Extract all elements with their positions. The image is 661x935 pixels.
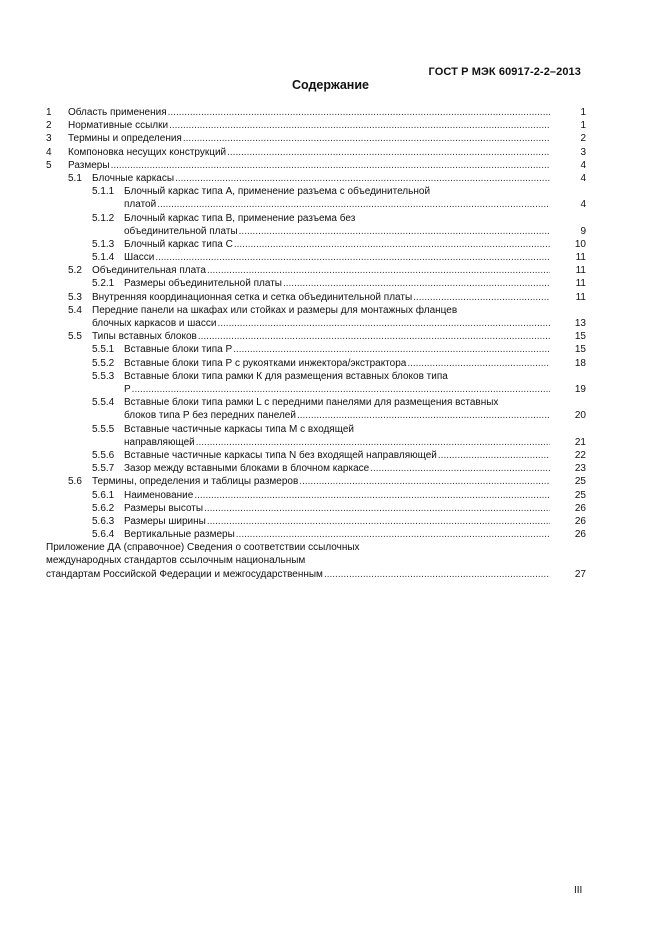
dot-leader (175, 172, 550, 185)
toc-entry-number: 5.6.4 (92, 529, 115, 541)
toc-entry[interactable] (46, 462, 586, 475)
toc-entry-number: 5.3 (68, 291, 82, 303)
toc-entry-title: объединительной платы (124, 225, 238, 237)
table-of-contents (46, 106, 586, 581)
toc-entry-number: 3 (46, 133, 52, 145)
dot-leader (234, 238, 550, 251)
dot-leader (233, 343, 550, 356)
toc-entry[interactable] (46, 119, 586, 132)
toc-entry-number: 5.1.2 (92, 212, 115, 224)
toc-entry[interactable] (46, 449, 586, 462)
toc-entry-number: 5.5.5 (92, 423, 115, 435)
toc-entry-title: Размеры ширины (124, 515, 206, 527)
toc-entry-page: 4 (580, 199, 586, 211)
toc-entry-page: 21 (574, 436, 586, 448)
toc-entry-title: Блочный каркас типа С (124, 238, 233, 250)
dot-leader (111, 159, 550, 172)
dot-leader (370, 462, 550, 475)
toc-entry-number: 5.5.2 (92, 357, 115, 369)
toc-entry[interactable] (46, 212, 586, 238)
toc-entry[interactable] (46, 264, 586, 277)
toc-entry-number: 5 (46, 159, 52, 171)
toc-entry-page: 10 (574, 238, 586, 250)
toc-entry-page: 15 (574, 331, 586, 343)
toc-entry-title: Шасси (124, 252, 155, 264)
toc-entry-number: 5.5.7 (92, 463, 115, 475)
toc-entry-title: Вставные частичные каркасы типа N без входящей направляющей (124, 449, 437, 461)
toc-entry-number: 5.5.3 (92, 370, 115, 382)
dot-leader (198, 330, 550, 343)
toc-entry-number: 5.6.2 (92, 502, 115, 514)
toc-entry-number: 5.6 (68, 476, 82, 488)
toc-entry-page: 11 (575, 252, 586, 264)
toc-entry-title: Вставные блоки типа Р с рукоятками инжектора/экстрактора (124, 357, 407, 369)
toc-entry-title: Размеры объединительной платы (124, 278, 282, 290)
toc-entry-number: 5.2 (68, 265, 82, 277)
dot-leader (183, 132, 550, 145)
toc-entry-number: 5.1 (68, 172, 82, 184)
toc-entry-title-line: Вставные блоки типа рамки L с передними панелями для размещения вставных (124, 397, 499, 409)
toc-entry-title: Компоновка несущих конструкций (68, 146, 227, 158)
toc-entry-title: Р (124, 384, 131, 395)
toc-entry-title: направляющей (124, 436, 195, 448)
toc-entry-page: 19 (574, 383, 586, 395)
toc-entry-number: 5.6.1 (92, 489, 115, 501)
toc-entry-title: Вставные блоки типа Р (124, 344, 233, 356)
toc-entry[interactable] (46, 106, 586, 119)
dot-leader (196, 436, 550, 449)
dot-leader (227, 146, 550, 159)
toc-entry-page: 26 (574, 529, 586, 541)
toc-entry[interactable] (46, 185, 586, 211)
toc-entry[interactable] (46, 370, 586, 396)
toc-entry-number: 5.6.3 (92, 515, 115, 527)
toc-entry[interactable] (46, 132, 586, 145)
dot-leader (169, 119, 550, 132)
toc-entry-title: Область применения (68, 107, 167, 118)
toc-entry-page: 11 (575, 291, 586, 303)
page-title: Содержание (291, 78, 369, 92)
toc-entry-title: стандартам Российской Федерации и межгосударственным (46, 568, 323, 580)
toc-entry-title: Зазор между вставными блоками в блочном каркасе (124, 463, 370, 475)
toc-entry[interactable] (46, 357, 586, 370)
toc-entry-page: 4 (580, 172, 586, 184)
dot-leader (239, 225, 550, 238)
toc-entry-title: Размеры высоты (124, 502, 204, 514)
toc-entry[interactable] (46, 291, 586, 304)
toc-entry-page: 22 (574, 449, 586, 461)
dot-leader (324, 568, 550, 581)
toc-entry-title-line: Блочный каркас типа В, применение разъема без (124, 212, 356, 224)
toc-entry[interactable] (46, 541, 586, 581)
toc-entry-number: 5.4 (68, 304, 82, 316)
toc-entry-title: Внутренняя координационная сетка и сетка объединительной платы (92, 291, 413, 303)
toc-entry-title: блоков типа Р без передних панелей (124, 410, 296, 422)
toc-entry[interactable] (46, 423, 586, 449)
toc-entry-title: Термины и определения (68, 133, 182, 145)
toc-entry-title: Нормативные ссылки (68, 120, 169, 132)
toc-entry-title: Вертикальные размеры (124, 529, 235, 541)
dot-leader (236, 528, 550, 541)
toc-entry-number: 5.1.3 (92, 238, 115, 250)
toc-entry-page: 25 (574, 489, 586, 501)
toc-entry-number: 1 (46, 107, 52, 118)
dot-leader (207, 264, 550, 277)
toc-entry[interactable] (46, 475, 586, 488)
toc-entry[interactable] (46, 396, 586, 422)
toc-entry-page: 26 (574, 515, 586, 527)
toc-entry-title-line: международных стандартов ссылочным национальным (46, 555, 306, 567)
toc-entry-number: 5.5.6 (92, 449, 115, 461)
toc-entry-page: 15 (574, 344, 586, 356)
toc-entry-title-line: Передние панели на шкафах или стойках и размеры для монтажных фланцев (92, 304, 458, 316)
toc-entry-page: 23 (574, 463, 586, 475)
toc-entry-page: 25 (574, 476, 586, 488)
toc-entry-page: 1 (580, 120, 586, 132)
toc-entry[interactable] (46, 251, 586, 264)
dot-leader (157, 198, 550, 211)
dot-leader (413, 291, 550, 304)
toc-entry-title: Объединительная плата (92, 265, 206, 277)
dot-leader (168, 106, 550, 119)
toc-entry-title-line: Приложение ДА (справочное) Сведения о соответствии ссылочных (46, 542, 360, 554)
dot-leader (207, 515, 550, 528)
toc-entry-number: 2 (46, 120, 52, 132)
dot-leader (155, 251, 550, 264)
toc-entry[interactable] (46, 343, 586, 356)
toc-entry-number: 4 (46, 146, 52, 158)
dot-leader (438, 449, 550, 462)
dot-leader (194, 489, 550, 502)
toc-entry-title: Блочные каркасы (92, 172, 175, 184)
toc-entry[interactable] (46, 238, 586, 251)
toc-entry-number: 5.5 (68, 331, 82, 343)
toc-entry[interactable] (46, 330, 586, 343)
toc-entry-title-line: Вставные частичные каркасы типа М с входящей (124, 423, 354, 435)
dot-leader (283, 277, 550, 290)
toc-entry-page: 4 (580, 159, 586, 171)
toc-entry-title: Термины, определения и таблицы размеров (92, 476, 299, 488)
page-number: III (574, 885, 583, 896)
dot-leader (132, 383, 550, 396)
toc-entry-page: 2 (580, 133, 586, 145)
toc-entry[interactable] (46, 159, 586, 172)
toc-entry-page: 26 (574, 502, 586, 514)
toc-entry-page: 9 (580, 225, 586, 237)
toc-entry[interactable] (46, 502, 586, 515)
toc-entry-title: Наименование (124, 489, 194, 501)
toc-entry-title: Размеры (68, 159, 110, 171)
toc-entry-number: 5.5.1 (92, 344, 115, 356)
toc-entry-title-line: Вставные блоки типа рамки К для размещения вставных блоков типа (124, 370, 448, 382)
toc-entry[interactable] (46, 515, 586, 528)
toc-entry-page: 13 (574, 318, 586, 330)
toc-entry-page: 18 (574, 357, 586, 369)
toc-entry[interactable] (46, 489, 586, 502)
toc-entry-page: 3 (580, 146, 586, 158)
toc-entry[interactable] (46, 277, 586, 290)
toc-entry[interactable] (46, 528, 586, 541)
toc-entry-page: 1 (580, 106, 586, 118)
toc-entry-number: 5.5.4 (92, 397, 115, 409)
toc-entry-title: платой (124, 199, 157, 211)
toc-entry-title-line: Блочный каркас типа А, применение разъема с объединительной (124, 186, 431, 198)
dot-leader (299, 475, 550, 488)
toc-entry-page: 27 (574, 568, 586, 580)
toc-entry[interactable] (46, 304, 586, 330)
toc-entry-page: 11 (575, 265, 586, 277)
dot-leader (204, 502, 550, 515)
toc-entry-page: 20 (574, 410, 586, 422)
toc-entry-page: 11 (575, 278, 586, 290)
toc-entry-number: 5.2.1 (92, 278, 115, 290)
dot-leader (407, 357, 550, 370)
dot-leader (217, 317, 550, 330)
dot-leader (297, 409, 550, 422)
toc-entry-title: блочных каркасов и шасси (92, 318, 217, 330)
toc-entry-title: Типы вставных блоков (92, 331, 197, 343)
toc-entry[interactable] (46, 172, 586, 185)
toc-entry-number: 5.1.4 (92, 252, 115, 264)
toc-entry[interactable] (46, 146, 586, 159)
toc-entry-number: 5.1.1 (92, 186, 115, 198)
document-code: ГОСТ Р МЭК 60917-2-2–2013 (428, 66, 581, 78)
